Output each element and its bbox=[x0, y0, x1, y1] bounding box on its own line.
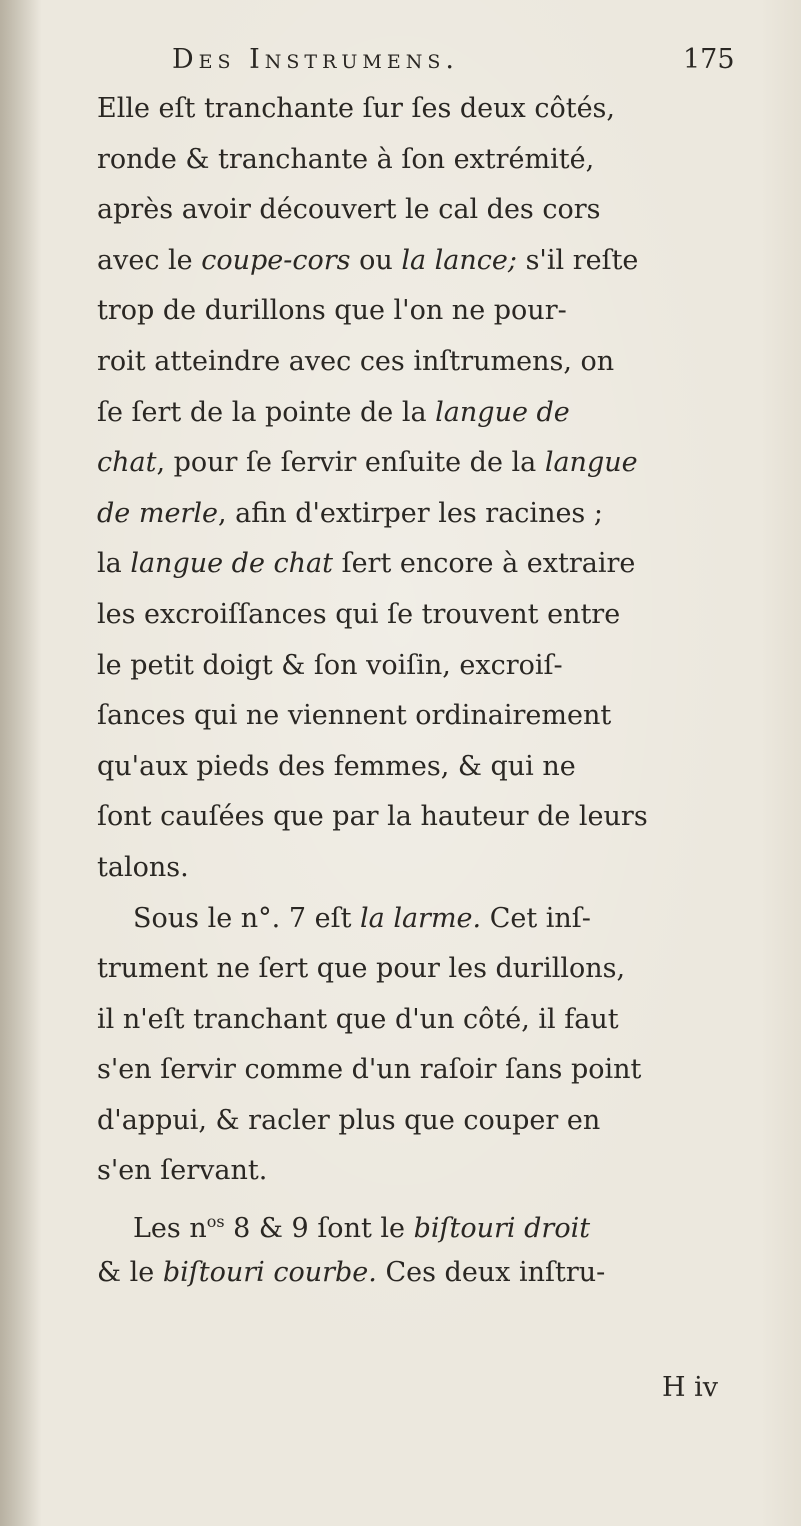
text-line: chat, pour ſe ſervir enſuite de la langue bbox=[97, 447, 638, 479]
running-head bbox=[0, 42, 801, 82]
text-line: s'en ſervir comme d'un raſoir ſans point bbox=[97, 1054, 642, 1086]
text-line: de merle, afin d'extirper les racines ; bbox=[97, 497, 603, 529]
text-line: avec le coupe-cors ou la lance; s'il reſte bbox=[97, 244, 639, 276]
page-number: 175 bbox=[683, 44, 735, 75]
text-line: ſances qui ne viennent ordinairement bbox=[97, 700, 612, 732]
text-line: roit atteindre avec ces inſtrumens, on bbox=[97, 345, 615, 377]
text-line: après avoir découvert le cal des cors bbox=[97, 194, 601, 226]
text-line: talons. bbox=[97, 851, 189, 883]
text-line: il n'eſt tranchant que d'un côté, il faut bbox=[97, 1003, 619, 1035]
text-line: qu'aux pieds des femmes, & qui ne bbox=[97, 750, 576, 782]
signature-mark: H iv bbox=[662, 1372, 719, 1403]
text-line: Les $n^{os}$ 8 & 9 ſont le biſtouri droit bbox=[133, 1212, 591, 1245]
text-line: le petit doigt & ſon voiſin, excroiſ- bbox=[97, 649, 563, 681]
text-line: les excroiſſances qui ſe trouvent entre bbox=[97, 598, 621, 630]
text-line: Sous le n°. 7 eſt la larme. Cet inſ- bbox=[133, 902, 591, 934]
text-line: s'en ſervant. bbox=[97, 1155, 268, 1187]
text-line: ronde & tranchante à ſon extrémité, bbox=[97, 143, 595, 175]
text-line: Elle eſt tranchante ſur ſes deux côtés, bbox=[97, 93, 615, 124]
running-head-title: Des Instrumens. bbox=[172, 44, 459, 75]
text-line: & le biſtouri courbe. Ces deux inſtru- bbox=[97, 1256, 606, 1288]
text-line: ſe ſert de la pointe de la langue de bbox=[97, 396, 570, 428]
text-line: ſont cauſées que par la hauteur de leurs bbox=[97, 801, 648, 833]
text-line: trop de durillons que l'on ne pour- bbox=[97, 295, 567, 327]
text-line: la langue de chat ſert encore à extraire bbox=[97, 548, 636, 580]
body-text bbox=[97, 84, 777, 1298]
text-line: trument ne ſert que pour les durillons, bbox=[97, 953, 626, 985]
text-line: d'appui, & racler plus que couper en bbox=[97, 1104, 601, 1136]
gutter-shadow bbox=[0, 0, 42, 1526]
